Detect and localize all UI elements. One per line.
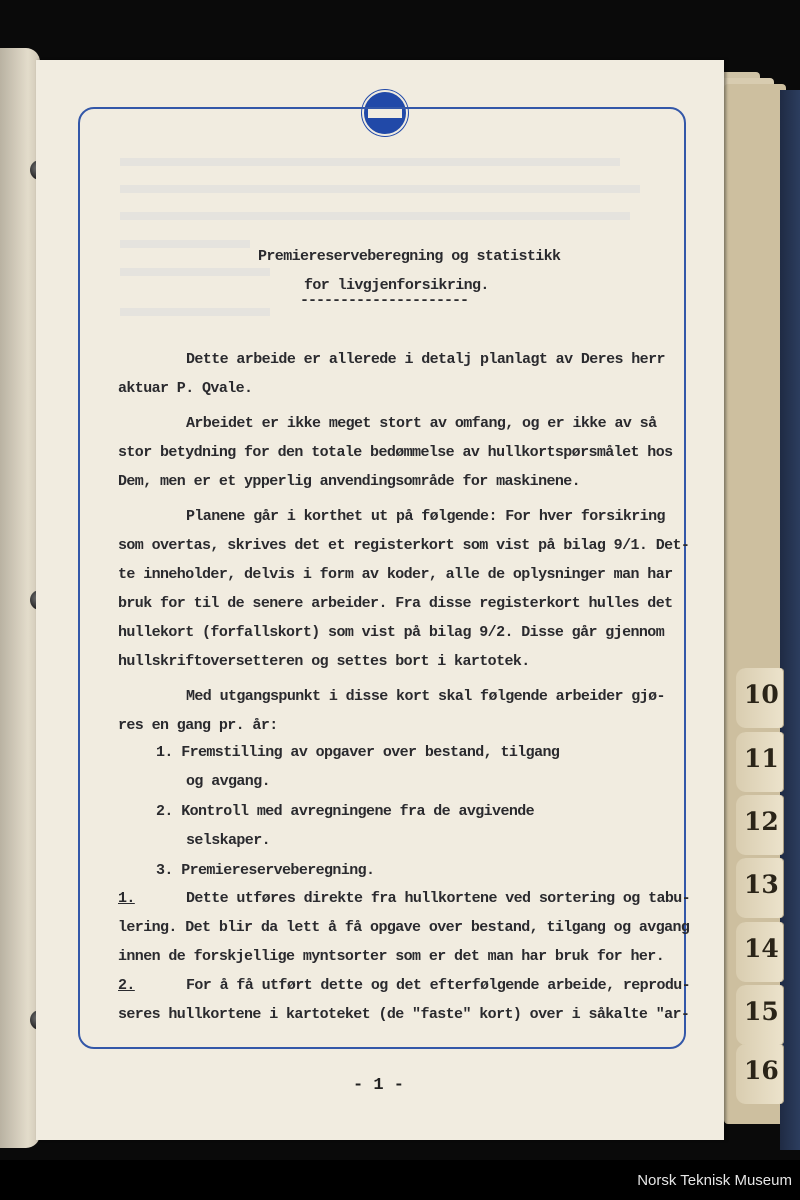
text-line: som overtas, skrives det et registerkort som vist på bilag 9/1. Det- <box>118 537 690 554</box>
text-line: hullekort (forfallskort) som vist på bilag 9/2. Disse går gjennom <box>118 624 665 641</box>
list-item: 1. Fremstilling av opgaver over bestand, tilgang <box>156 744 560 761</box>
text-line: For å få utført dette og det efterfølgende arbeide, reprodu- <box>186 977 691 994</box>
section-number: 1. <box>118 890 135 907</box>
tab-label: 15 <box>744 997 779 1026</box>
text-line: Dette arbeide er allerede i detalj planlagt av Deres herr <box>186 351 665 368</box>
tab-10[interactable] <box>736 668 784 728</box>
show-through-text <box>120 185 640 194</box>
museum-credit: Norsk Teknisk Museum <box>637 1172 792 1189</box>
tab-label: 13 <box>744 870 779 899</box>
text-line: te inneholder, delvis i form av koder, alle de oplysninger man har <box>118 566 673 583</box>
list-item: 3. Premiereserveberegning. <box>156 862 375 879</box>
tab-15[interactable] <box>736 985 784 1045</box>
text-line: Planene går i korthet ut på følgende: For hver forsikring <box>186 508 665 525</box>
tab-13[interactable] <box>736 858 784 918</box>
show-through-text <box>120 308 270 317</box>
text-line: hullskriftoversetteren og settes bort i kartotek. <box>118 653 530 670</box>
document-page <box>36 60 724 1140</box>
credit-bar <box>0 1160 800 1200</box>
page-number: - 1 - <box>353 1076 405 1095</box>
list-item: 2. Kontroll med avregningene fra de avgivende <box>156 803 535 820</box>
tab-label: 16 <box>744 1056 779 1085</box>
text-line: Med utgangspunkt i disse kort skal følgende arbeider gjø- <box>186 688 665 705</box>
text-line: Arbeidet er ikke meget stort av omfang, og er ikke av så <box>186 415 657 432</box>
document-subtitle: for livgjenforsikring. <box>304 277 489 294</box>
tab-label: 11 <box>744 744 779 773</box>
text-line: res en gang pr. år: <box>118 717 278 734</box>
tab-label: 14 <box>744 934 779 963</box>
text-line: Dem, men er et ypperlig anvendingsområde for maskinene. <box>118 473 581 490</box>
text-line: stor betydning for den totale bedømmelse av hullkortspørsmålet hos <box>118 444 673 461</box>
show-through-text <box>120 212 630 221</box>
tab-label: 10 <box>744 680 779 709</box>
text-line: bruk for til de senere arbeider. Fra disse registerkort hulles det <box>118 595 673 612</box>
text-line: seres hullkortene i kartoteket (de "faste" kort) over i såkalte "ar- <box>118 1006 690 1023</box>
tab-14[interactable] <box>736 922 784 982</box>
document-title: Premiereserveberegning og statistikk <box>258 248 561 265</box>
show-through-text <box>120 268 270 277</box>
text-line: lering. Det blir da lett å få opgave over bestand, tilgang og avgang <box>118 919 690 936</box>
text-line: innen de forskjellige myntsorter som er det man har bruk for her. <box>118 948 665 965</box>
show-through-text <box>120 240 250 249</box>
show-through-text <box>120 158 620 167</box>
tab-12[interactable] <box>736 795 784 855</box>
tab-16[interactable] <box>736 1044 784 1104</box>
tab-label: 12 <box>744 807 779 836</box>
text-line: aktuar P. Qvale. <box>118 380 253 397</box>
list-item-continuation: selskaper. <box>186 832 271 849</box>
section-number: 2. <box>118 977 135 994</box>
text-line: Dette utføres direkte fra hullkortene ved sortering og tabu- <box>186 890 691 907</box>
title-underline: --------------------- <box>300 292 469 309</box>
list-item-continuation: og avgang. <box>186 773 271 790</box>
tab-11[interactable] <box>736 732 784 792</box>
